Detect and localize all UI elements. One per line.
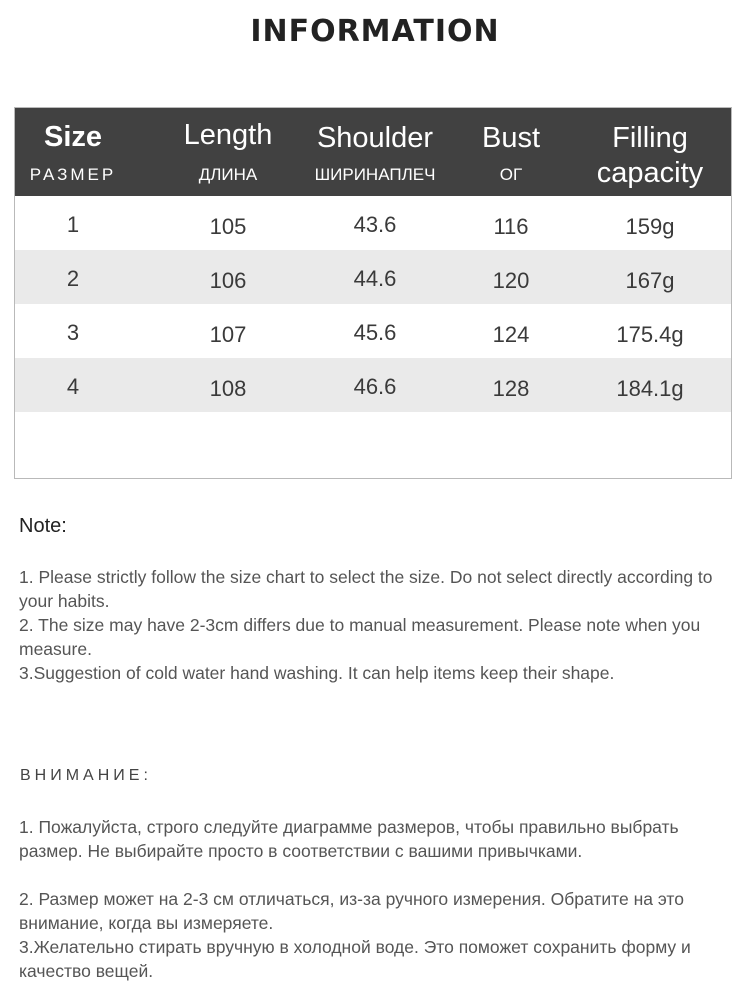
cell-size: 3 bbox=[66, 320, 80, 345]
header-length-ru: ДЛИНА bbox=[198, 165, 258, 184]
cell-size: 1 bbox=[66, 212, 80, 237]
size-chart-table bbox=[14, 107, 732, 479]
note-ru-item-3: 3.Желательно стирать вручную в холодной воде. Это поможет сохранить форму и качество вещей. bbox=[19, 937, 691, 981]
page-title: INFORMATION bbox=[250, 14, 500, 49]
cell-length: 107 bbox=[209, 322, 247, 347]
cell-bust: 124 bbox=[492, 322, 530, 347]
header-filling-line2: capacity bbox=[596, 157, 704, 189]
table-row bbox=[15, 358, 731, 412]
note-item-3: 3.Suggestion of cold water hand washing. It can help items keep their shape. bbox=[19, 663, 615, 683]
cell-bust: 120 bbox=[492, 268, 530, 293]
table-row bbox=[15, 196, 731, 250]
header-filling-line1: Filling bbox=[612, 122, 688, 154]
header-shoulder-ru: ШИРИНАПЛЕЧ bbox=[314, 165, 436, 184]
cell-length: 106 bbox=[209, 268, 247, 293]
header-bust-ru: ОГ bbox=[499, 165, 523, 184]
note-ru-heading: ВНИМАНИЕ: bbox=[20, 767, 152, 784]
cell-filling: 159g bbox=[625, 214, 675, 239]
header-bust bbox=[461, 108, 561, 196]
cell-size: 2 bbox=[66, 266, 80, 291]
note-heading: Note: bbox=[19, 515, 67, 537]
cell-shoulder: 46.6 bbox=[353, 374, 397, 399]
table-header bbox=[15, 108, 731, 196]
table-row bbox=[15, 304, 731, 358]
cell-shoulder: 43.6 bbox=[353, 212, 397, 237]
cell-filling: 167g bbox=[625, 268, 675, 293]
cell-size: 4 bbox=[66, 374, 80, 399]
header-size-ru: РАЗМЕР bbox=[29, 165, 117, 184]
header-shoulder bbox=[305, 108, 445, 196]
note-item-2: 2. The size may have 2-3cm differs due to manual measurement. Please note when you measure. bbox=[19, 615, 701, 659]
note-ru-item-2: 2. Размер может на 2-3 см отличаться, из-за ручного измерения. Обратите на это внимание, когда вы измеряете. bbox=[19, 889, 684, 933]
cell-filling: 175.4g bbox=[616, 322, 684, 347]
header-length bbox=[158, 108, 298, 196]
header-filling-capacity bbox=[579, 108, 721, 196]
header-bust-en: Bust bbox=[481, 122, 541, 154]
note-item-1: 1. Please strictly follow the size chart to select the size. Do not select directly according to your habits. bbox=[19, 567, 713, 611]
note-ru-item-1: 1. Пожалуйста, строго следуйте диаграмме размеров, чтобы правильно выбрать размер. Не выбирайте просто в соответствии с вашими привычками. bbox=[19, 817, 679, 861]
header-size-en: Size bbox=[43, 121, 103, 153]
cell-bust: 128 bbox=[492, 376, 530, 401]
header-length-en: Length bbox=[183, 119, 273, 151]
table-row bbox=[15, 250, 731, 304]
header-size bbox=[15, 108, 131, 196]
cell-shoulder: 45.6 bbox=[353, 320, 397, 345]
header-shoulder-en: Shoulder bbox=[316, 122, 434, 154]
cell-filling: 184.1g bbox=[616, 376, 684, 401]
cell-bust: 116 bbox=[493, 214, 529, 239]
cell-shoulder: 44.6 bbox=[353, 266, 397, 291]
cell-length: 108 bbox=[209, 376, 247, 401]
cell-length: 105 bbox=[209, 214, 247, 239]
